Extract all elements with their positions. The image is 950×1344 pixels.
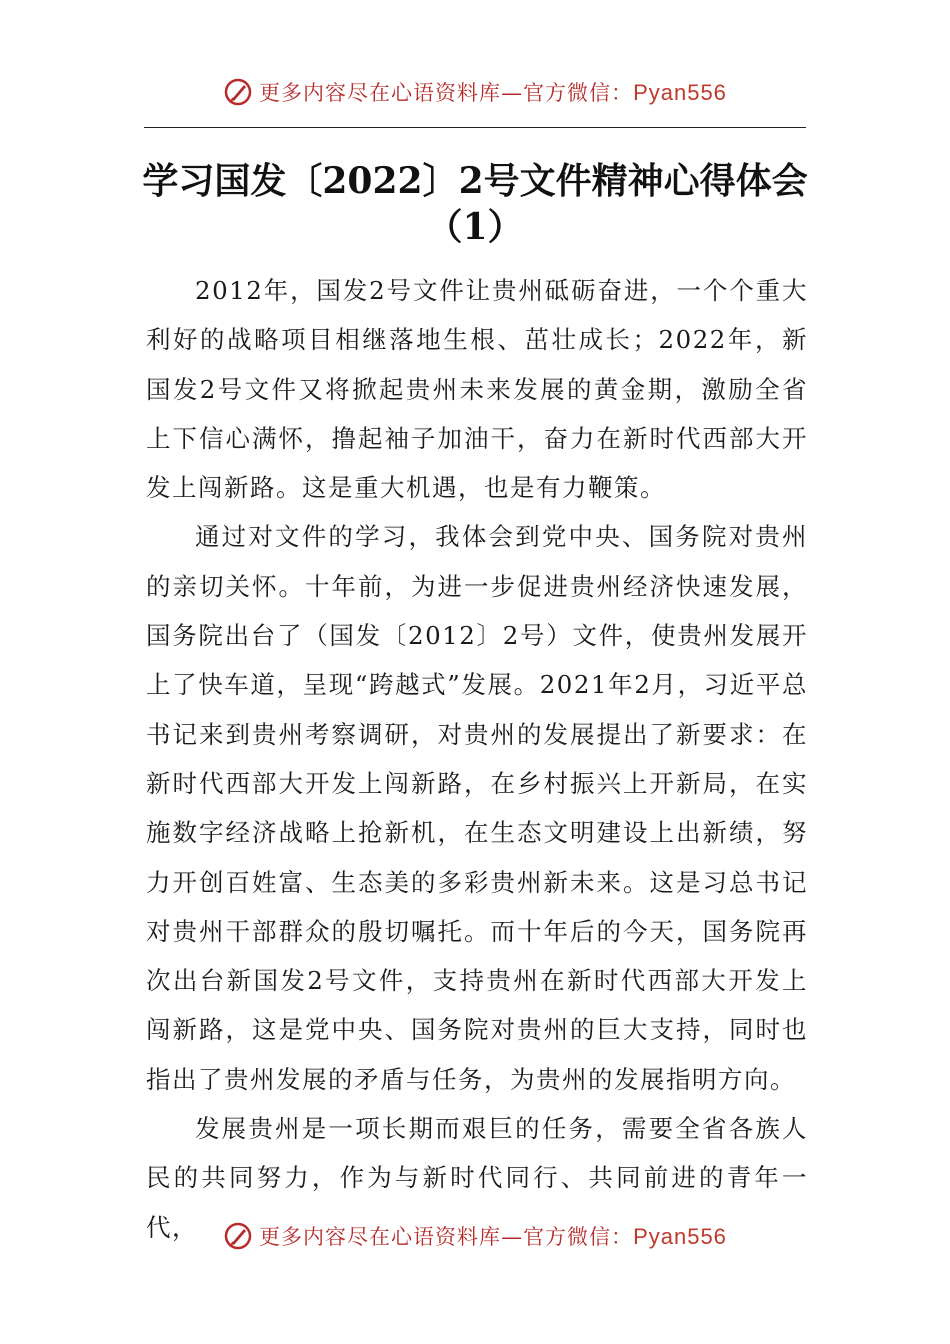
document-body: [146, 266, 808, 1252]
banner-contact-label: 官方微信：: [523, 81, 634, 105]
banner-contact-label: 官方微信：: [523, 1225, 634, 1249]
banner-dash: —: [501, 81, 524, 105]
banner-main-text: 更多内容尽在心语资料库: [259, 1225, 502, 1249]
banner-text: [259, 77, 727, 107]
banner-dash: —: [501, 1225, 524, 1249]
header-banner: [0, 72, 950, 112]
quill-logo-icon: [223, 1221, 253, 1251]
paragraph-2: 通过对文件的学习，我体会到党中央、国务院对贵州的亲切关怀。十年前，为进一步促进贵州经济快速发展，国务院出台了（国发〔2012〕2号）文件，使贵州发展开上了快车道，呈现“跨越式”发展。2021年2月，习近平总书记来到贵州考察调研，对贵州的发展提出了新要求：在新时代西部大开发上闯新路，在乡村振兴上开新局，在实施数字经济战略上抢新机，在生态文明建设上出新绩，努力开创百姓富、生态美的多彩贵州新未来。这是习总书记对贵州干部群众的殷切嘱托。而十年后的今天，国务院再次出台新国发2号文件，支持贵州在新时代西部大开发上闯新路，这是党中央、国务院对贵州的巨大支持，同时也指出了贵州发展的矛盾与任务，为贵州的发展指明方向。: [146, 522, 808, 1094]
banner-main-text: 更多内容尽在心语资料库: [259, 81, 502, 105]
document-title: 学习国发〔2022〕2号文件精神心得体会（1）: [142, 160, 808, 248]
footer-banner: [0, 1216, 950, 1256]
banner-contact-id: Pyan556: [633, 1224, 727, 1249]
paragraph-1: 2012年，国发2号文件让贵州砥砺奋进，一个个重大利好的战略项目相继落地生根、茁壮成长；2022年，新国发2号文件又将掀起贵州未来发展的黄金期，激励全省上下信心满怀，撸起袖子加油干，奋力在新时代西部大开发上闯新路。这是重大机遇，也是有力鞭策。: [146, 276, 808, 503]
banner-contact-id: Pyan556: [633, 80, 727, 105]
quill-logo-icon: [223, 77, 253, 107]
header-divider: [144, 127, 806, 128]
paragraph-3: 发展贵州是一项长期而艰巨的任务，需要全省各族人民的共同努力，作为与新时代同行、共同前进的青年一代，: [146, 1114, 808, 1242]
banner-text: [259, 1221, 727, 1251]
